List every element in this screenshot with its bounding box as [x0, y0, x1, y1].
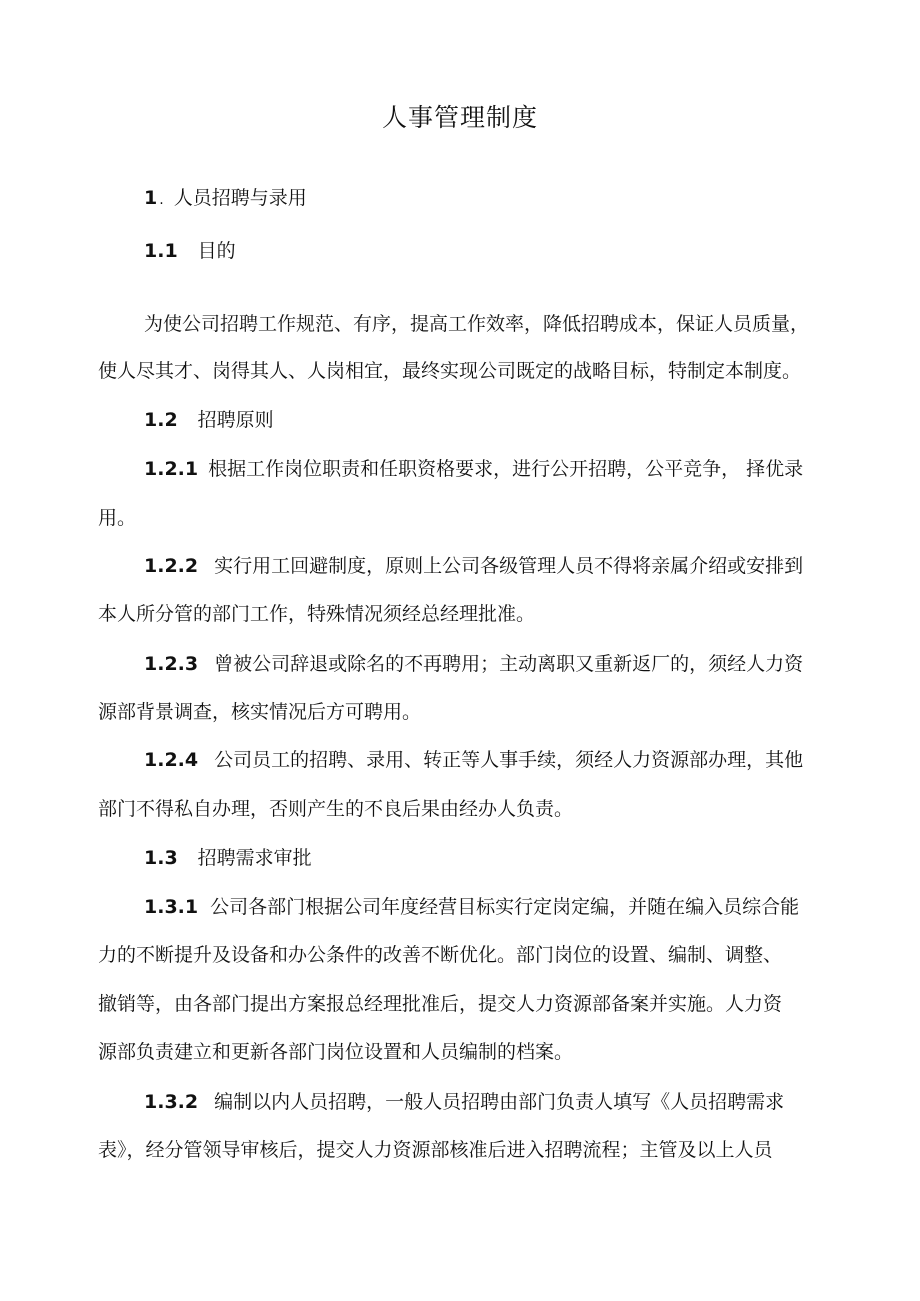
paragraph-line: 源部背景调查，核实情况后方可聘用。 — [98, 701, 422, 723]
page-title: 人事管理制度 — [381, 103, 538, 132]
section-heading-1-2: 1.2 招聘原则 — [144, 409, 274, 431]
clause-1-2-3: 1.2.3 曾被公司辞退或除名的不再聘用；主动离职又重新返厂的，须经人力资 — [144, 653, 804, 675]
paragraph-line: 为使公司招聘工作规范、有序，提高工作效率，降低招聘成本，保证人员质量， — [144, 313, 810, 335]
paragraph-line: 源部负责建立和更新各部门岗位设置和人员编制的档案。 — [98, 1041, 574, 1063]
paragraph-line: 力的不断提升及设备和办公条件的改善不断优化。部门岗位的设置、编制、调整、 — [98, 944, 783, 966]
paragraph-line: 本人所分管的部门工作，特殊情况须经总经理批准。 — [98, 603, 536, 625]
section-heading-1: 1 . 人员招聘与录用 — [144, 187, 307, 209]
paragraph-line: 用。 — [98, 507, 137, 529]
section-heading-1-3: 1.3 招聘需求审批 — [144, 847, 312, 869]
clause-1-2-2: 1.2.2 实行用工回避制度，原则上公司各级管理人员不得将亲属介绍或安排到 — [144, 555, 804, 577]
clause-1-3-2: 1.3.2 编制以内人员招聘，一般人员招聘由部门负责人填写《人员招聘需求 — [144, 1091, 785, 1113]
clause-1-2-1: 1.2.1 根据工作岗位职责和任职资格要求，进行公开招聘，公平竞争， 择优录 — [144, 458, 804, 480]
paragraph-line: 部门不得私自办理，否则产生的不良后果由经办人负责。 — [98, 798, 574, 820]
clause-1-3-1: 1.3.1 公司各部门根据公司年度经营目标实行定岗定编，并随在编入员综合能 — [144, 896, 800, 918]
clause-1-2-4: 1.2.4 公司员工的招聘、录用、转正等人事手续，须经人力资源部办理，其他 — [144, 749, 804, 771]
paragraph-line: 撤销等，由各部门提出方案报总经理批准后，提交人力资源部备案并实施。人力资 — [98, 993, 783, 1015]
paragraph-line: 表》，经分管领导审核后，提交人力资源部核准后进入招聘流程；主管及以上人员 — [98, 1139, 773, 1161]
section-heading-1-1: 1.1 目的 — [144, 240, 236, 262]
paragraph-line: 使人尽其才、岗得其人、人岗相宜，最终实现公司既定的战略目标，特制定本制度。 — [98, 360, 802, 382]
